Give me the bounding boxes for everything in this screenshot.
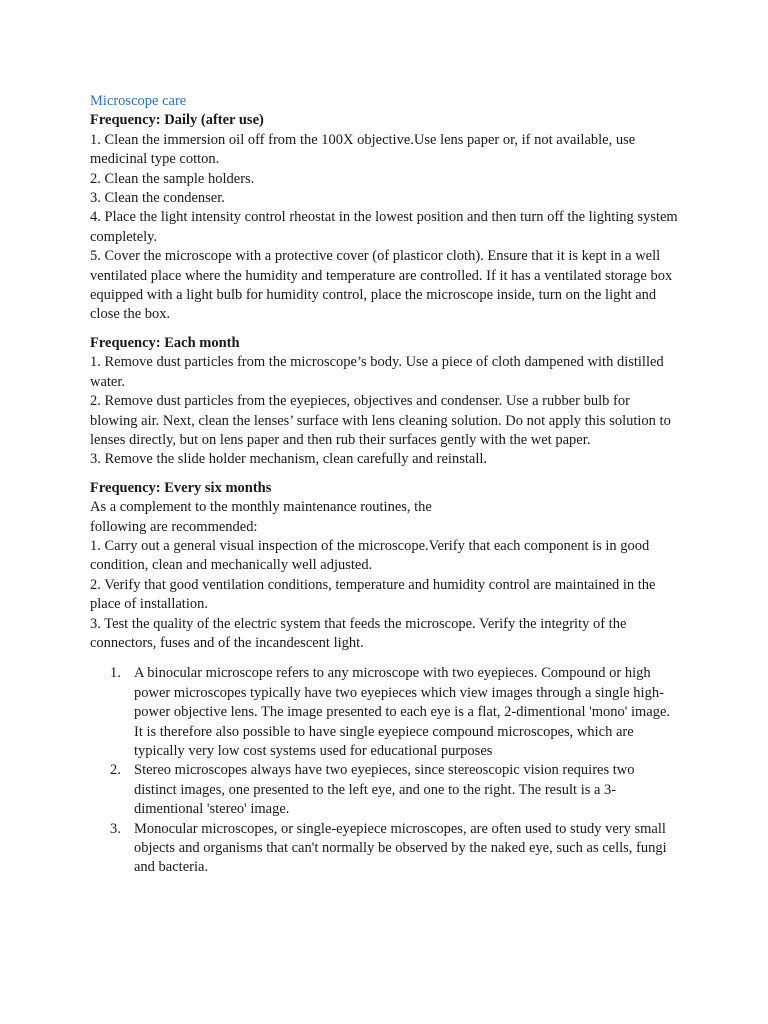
- list-item: [90, 820, 680, 878]
- list-number: 1.: [110, 665, 121, 682]
- list-text: Stereo microscopes always have two eyepieces, since stereoscopic vision requires two distinct images, one presented to the left eye, and one to the right. The result is a 3-dimentional 'stereo' image.: [134, 762, 635, 818]
- daily-item: 4. Place the light intensity control rheostat in the lowest position and then turn off the lighting system completely.: [90, 209, 678, 245]
- list-number: 3.: [110, 820, 121, 837]
- document-body: [90, 92, 680, 878]
- daily-section: [90, 111, 680, 324]
- six-months-intro: As a complement to the monthly maintenance routines, the: [90, 499, 432, 516]
- monthly-heading: Frequency: Each month: [90, 334, 240, 351]
- daily-item: 3. Clean the condenser.: [90, 190, 225, 207]
- monthly-section: [90, 334, 680, 470]
- daily-item: 5. Cover the microscope with a protective cover (of plasticor cloth). Ensure that it is kept in a well ventilated place where the humidity and temperature are controlled. If it has a ventilated storage box equipped with a light bulb for humidity control, place the microscope inside, turn on the light and close the box.: [90, 248, 673, 323]
- microscope-types-list: [90, 664, 680, 877]
- six-months-section: [90, 479, 680, 654]
- list-item: [90, 761, 680, 819]
- monthly-item: 1. Remove dust particles from the microscope’s body. Use a piece of cloth dampened with distilled water.: [90, 354, 664, 390]
- monthly-item: 3. Remove the slide holder mechanism, clean carefully and reinstall.: [90, 451, 488, 468]
- six-months-intro: following are recommended:: [90, 518, 258, 535]
- monthly-item: 2. Remove dust particles from the eyepieces, objectives and condenser. Use a rubber bulb for blowing air. Next, clean the lenses’ surface with lens cleaning solution. Do not apply this solution to lenses directly, but on lens paper and then rub their surfaces gently with the wet paper.: [90, 393, 671, 448]
- six-months-item: 1. Carry out a general visual inspection of the microscope.Verify that each component is in good condition, clean and mechanically well adjusted.: [90, 537, 650, 574]
- list-number: 2.: [110, 762, 121, 779]
- six-months-heading: Frequency: Every six months: [90, 479, 272, 496]
- daily-item: 2. Clean the sample holders.: [90, 170, 255, 187]
- six-months-item: 2. Verify that good ventilation conditions, temperature and humidity control are maintained in the place of installation.: [90, 576, 656, 613]
- daily-item: 1. Clean the immersion oil off from the 100X objective.Use lens paper or, if not available, use medicinal type cotton.: [90, 131, 636, 168]
- list-text: A binocular microscope refers to any microscope with two eyepieces. Compound or high power microscopes typically have two eyepieces which view images through a single high-power objective lens. The image presented to each eye is a flat, 2-dimentional 'mono' image. It is therefore also possible to have single eyepiece compound microscopes, which are typically very low cost systems used for educational purposes: [134, 665, 671, 759]
- daily-heading: Frequency: Daily (after use): [90, 112, 264, 129]
- document-title: Microscope care: [90, 93, 187, 109]
- six-months-item: 3. Test the quality of the electric system that feeds the microscope. Verify the integrity of the connectors, fuses and of the incandescent light.: [90, 615, 627, 651]
- list-item: [90, 664, 680, 761]
- list-text: Monocular microscopes, or single-eyepiece microscopes, are often used to study very small objects and organisms that can't normally be observed by the naked eye, such as cells, fungi and bacteria.: [134, 820, 667, 876]
